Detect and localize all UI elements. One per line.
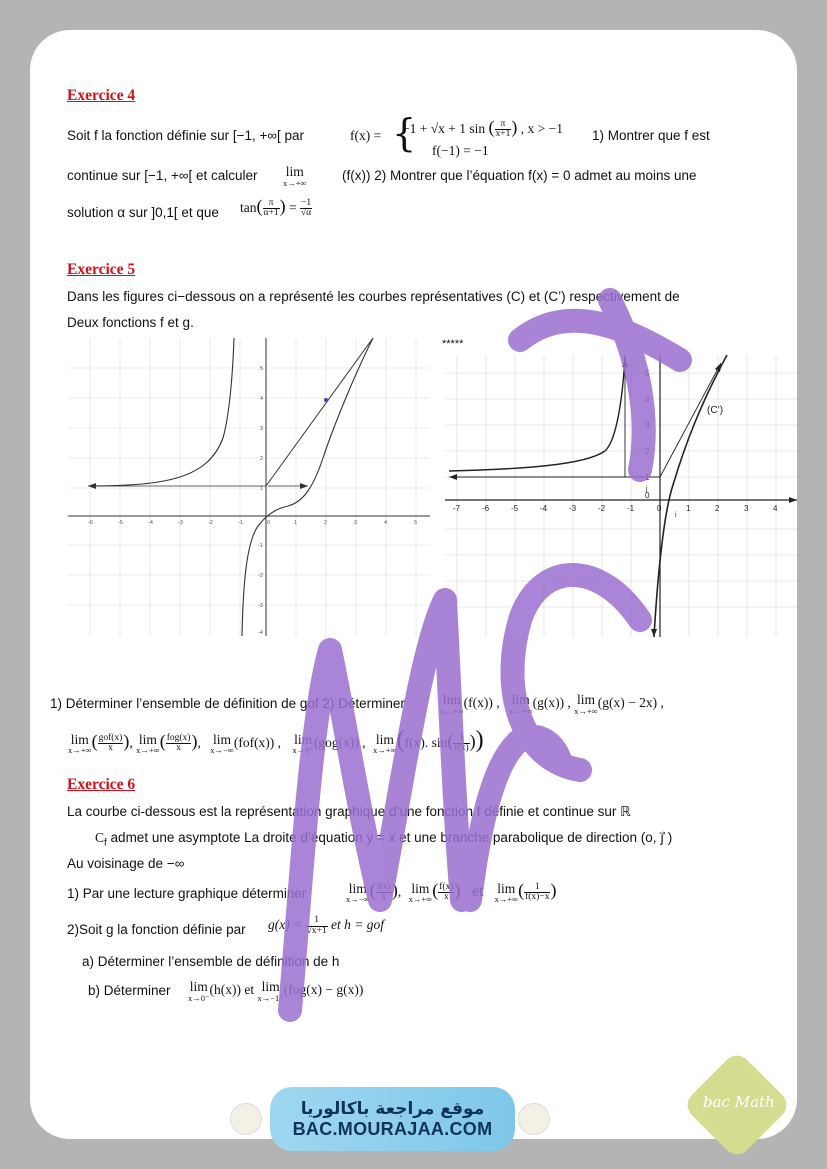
svg-text:-4: -4 [258,630,263,636]
exercise-6-title: Exercice 6 [67,776,136,793]
ex5-line2: Deux fonctions f et g. [67,315,194,330]
ex4-line2-text: continue sur [−1, +∞[ et calculer [67,168,258,183]
stars: ***** [442,338,464,350]
svg-text:4: 4 [773,504,778,513]
j-vector-label: j [646,486,648,493]
ex4-limit: lim x→+∞ [283,164,307,188]
svg-text:-5: -5 [511,504,519,513]
i-vector-label: i [675,512,677,519]
brace: { [392,111,417,155]
svg-text:-3: -3 [178,520,183,526]
site-banner[interactable] [270,1087,515,1151]
svg-text:3: 3 [260,426,264,432]
ex6-qb: b) Déterminer [88,983,171,998]
svg-text:-2: -2 [598,504,606,513]
ex4-fx: f(x) = [350,128,382,143]
svg-text:4: 4 [645,395,650,404]
svg-text:-6: -6 [88,520,93,526]
ex5-limits-row1: lim x→+∞ (f(x)) , lim x→+∞ (g(x)) , lim x→+∞ (g(x) − 2x) , [440,692,664,716]
ex6-q2: 2)Soit g la fonction définie par [67,922,246,937]
svg-text:-4: -4 [148,520,153,526]
svg-text:5: 5 [260,366,264,372]
ex4-line1-end: 1) Montrer que f est [592,128,710,143]
svg-text:-6: -6 [482,504,490,513]
ex4-line2-end: (f(x)) 2) Montrer que l’équation f(x) = 0 admet au moins une [342,168,697,183]
svg-text:3: 3 [744,504,749,513]
right-small-logo [518,1103,550,1135]
ex4-case2: f(−1) = −1 [432,143,489,158]
svg-text:-3: -3 [258,603,263,609]
ex6-gdef: g(x) = $\frac{1}{√x+1}$ et h = gof [268,915,385,936]
svg-text:-1: -1 [258,543,263,549]
svg-text:-1: -1 [238,520,243,526]
svg-text:1: 1 [645,473,650,482]
ex6-q1: 1) Par une lecture graphique déterminer [67,886,307,901]
ex5-line1: Dans les figures ci−dessous on a représenté les courbes représentatives (C) et (C’) respectivement de [67,289,680,304]
svg-text:-2: -2 [208,520,213,526]
svg-text:0: 0 [645,491,650,500]
svg-text:0: 0 [657,504,662,513]
svg-text:-2: -2 [258,573,263,579]
ex4-line3-text: solution α sur ]0,1[ et que [67,205,219,220]
site-url[interactable]: BAC.MOURAJAA.COM [292,1118,493,1139]
svg-text:1: 1 [686,504,691,513]
graph-left-curve-c [68,338,430,636]
svg-text:-7: -7 [453,504,461,513]
svg-text:-5: -5 [118,520,123,526]
ex4-case1: −1 + √x + 1 sin ( $\frac{\pi}{x+1}$ ) , x > −1 [402,117,563,140]
svg-text:4: 4 [384,520,388,526]
svg-text:2: 2 [645,447,650,456]
svg-text:2: 2 [324,520,328,526]
ex6-limits-qb: lim x→0⁻ (h(x)) et lim x→−1⁺ (fog(x) − g(x)) [188,979,364,1003]
svg-text:3: 3 [645,421,650,430]
svg-text:3: 3 [354,520,358,526]
svg-text:5: 5 [645,369,650,378]
svg-text:1: 1 [294,520,298,526]
ex5-limits-row2: lim x→+∞ ( $\frac{\text{gof(x)}}{x}$ ), lim x→+∞ ( $\frac{\text{fog(x)}}{x}$ ), lim x→−∞ (fof(x)) , lim x→0⁺ (gog(x)) , lim x→+∞ (f(x). sin( $\frac{1}{f(x)}$ )) [68,727,484,756]
ex6-line1: La courbe ci-dessous est la représentation graphique d’une fonction f définie et continue sur ℝ [67,804,631,819]
ex5-q1: 1) Déterminer l’ensemble de définition de gof 2) Déterminer [50,696,405,711]
ex4-tan-eq: tan( $\frac{\pi}{\alpha+1}$ ) = $\frac{-1}{√\alpha}$ [240,196,312,219]
left-small-logo [230,1103,262,1135]
exercise-4-title: Exercice 4 [67,87,136,104]
c-prime-label: (C’) [707,405,724,416]
svg-text:0: 0 [267,520,271,526]
bac-math-text: bac Math [703,1093,775,1111]
svg-text:4: 4 [260,396,264,402]
ex6-line3: Au voisinage de −∞ [67,856,185,871]
svg-text:1: 1 [260,486,264,492]
ex6-limits-q1: lim x→−∞ ( $\frac{f(x)}{x}$ ), lim x→+∞ ( $\frac{f(x)}{x}$ ) et lim x→+∞ ( $\frac{1}{f(x)-x}$ ) [346,880,557,905]
svg-text:2: 2 [260,456,264,462]
ex6-qa: a) Déterminer l’ensemble de définition de h [82,954,340,969]
site-arabic-name: موقع مراجعة باكالوريا [300,1098,485,1119]
exercise-5-title: Exercice 5 [67,261,136,278]
ex6-line2: $C_f$ admet une asymptote La droite d’équation y = x et une branche parabolique de direction (o, j⃗ ) [95,830,673,849]
svg-text:-3: -3 [569,504,577,513]
ex4-line1-text: Soit f la fonction définie sur [−1, +∞[ par [67,128,305,143]
graph-right-curve-c-prime [445,355,797,637]
svg-text:-4: -4 [540,504,548,513]
svg-text:-1: -1 [627,504,635,513]
svg-text:5: 5 [414,520,418,526]
svg-text:2: 2 [715,504,720,513]
